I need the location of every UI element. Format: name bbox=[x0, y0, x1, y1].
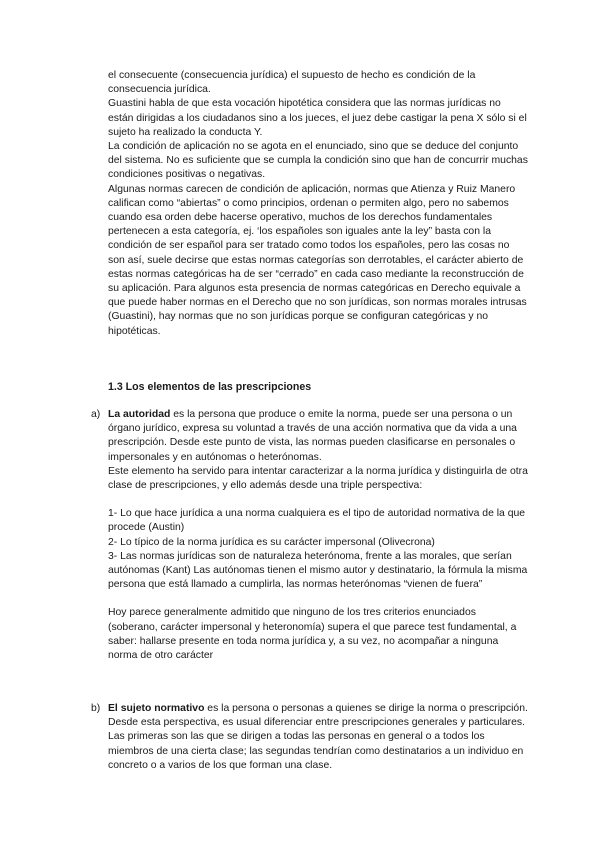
item-a-text: es la persona que produce o emite la norma, puede ser una persona o un órgano jurídico, expresa su voluntad a través de una acción normativa que da vida a una prescripción. Desde este punto de vista, las normas pueden clasificarse en personales o impersonales y en autónomas o heterónomas. bbox=[108, 409, 517, 463]
item-b bbox=[108, 702, 528, 773]
section-heading: 1.3 Los elementos de las prescripciones bbox=[108, 381, 312, 393]
item-a-list-2: 2- Lo típico de la norma jurídica es su carácter impersonal (Olivecrona) bbox=[108, 536, 435, 548]
intro-paragraph-1: el consecuente (consecuencia jurídica) el supuesto de hecho es condición de la consecuencia jurídica. bbox=[108, 70, 476, 96]
intro-paragraph-3: La condición de aplicación no se agota en el enunciado, sino que se deduce del conjunto del sistema. No es suficiente que se cumpla la condición sino que han de concurrir muchas condiciones positivas o negativas. bbox=[108, 141, 528, 181]
item-a-marker: a) bbox=[91, 409, 101, 420]
item-b-term: El sujeto normativo bbox=[108, 703, 205, 714]
item-b-marker: b) bbox=[91, 703, 101, 714]
item-a bbox=[108, 408, 528, 663]
item-a-paragraph-2: Este elemento ha servido para intentar caracterizar a la norma jurídica y distinguirla de otra clase de prescripciones, y ello además desde una triple perspectiva: bbox=[108, 465, 528, 492]
intro-paragraph-2: Guastini habla de que esta vocación hipotética considera que las normas jurídicas no están dirigidas a los ciudadanos sino a los jueces, el juez debe castigar la pena X sólo si el sujeto ha realizado la conducta Y. bbox=[108, 98, 527, 138]
intro-text bbox=[108, 69, 528, 339]
item-a-paragraph bbox=[108, 408, 528, 465]
item-b-paragraph bbox=[108, 702, 528, 773]
item-a-term: La autoridad bbox=[108, 409, 171, 420]
item-a-list-3: 3- Las normas jurídicas son de naturaleza heterónoma, frente a las morales, que serían autónomas (Kant) Las autónomas tienen el mismo autor y destinatario, la fórmula la misma persona que está llamado a cumplirla, las normas heterónomas “vienen de fuera” bbox=[108, 550, 528, 591]
intro-paragraph-4: Algunas normas carecen de condición de aplicación, normas que Atienza y Ruiz Manero califican como “abiertas” o como principios, ordenan o permiten algo, pero no sabemos cuando esa orden debe hacerse operativo, muchos de los derechos fundamentales pertenecen a esta categoría, ej. ‘los españoles son iguales ante la ley” basta con la condición de ser español para ser tratado como todos los españoles, pero las cosas no son así, suele decirse que estas normas categorías son derrotables, el carácter abierto de estas normas categóricas ha de ser “cerrado” en cada caso mediante la reconstrucción de su aplicación. Para algunos esta presencia de normas categóricas en Derecho equivale a que puede haber normas en el Derecho que no son jurídicas, son normas morales intrusas (Guastini), hay normas que no son jurídicas porque se configuran categóricas y no hipotéticas. bbox=[108, 183, 527, 337]
item-a-paragraph-3: Hoy parece generalmente admitido que ninguno de los tres criterios enunciados (soberano, carácter impersonal y heteronomía) supera el que parece test fundamental, a saber: hallarse presente en toda norma jurídica y, a su vez, no acompañar a ninguna norma de otro carácter bbox=[108, 607, 517, 662]
item-b-text: es la persona o personas a quienes se dirige la norma o prescripción. Desde esta perspectiva, es usual diferenciar entre prescripciones generales y particulares. Las primeras son las que se dirigen a todas las personas en general o a todos los miembros de una cierta clase; las segundas tendrían como destinatarios a un individuo en concreto o a varios de los que forman una clase. bbox=[108, 703, 528, 771]
item-a-list-1: 1- Lo que hace jurídica a una norma cualquiera es el tipo de autoridad normativa de la que procede (Austin) bbox=[108, 508, 526, 534]
